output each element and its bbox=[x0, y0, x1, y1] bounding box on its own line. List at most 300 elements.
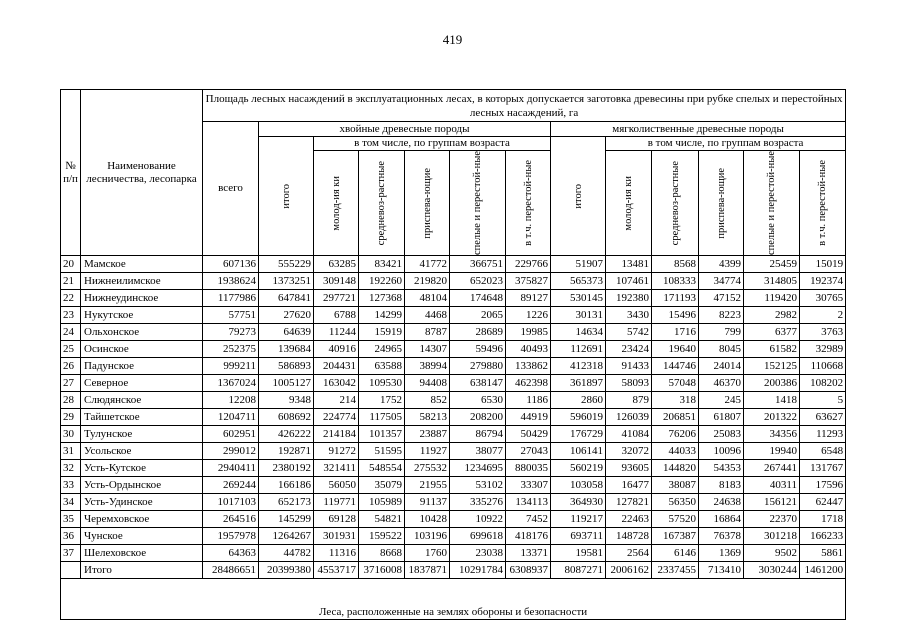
area-value: 1017103 bbox=[203, 494, 259, 511]
area-value: 156121 bbox=[744, 494, 800, 511]
area-value: 6548 bbox=[800, 443, 846, 460]
area-value: 41772 bbox=[405, 256, 450, 273]
age-group-header: средневоз-растные bbox=[359, 151, 405, 256]
area-value: 1752 bbox=[359, 392, 405, 409]
area-value: 30765 bbox=[800, 290, 846, 307]
age-group-header: молод-ия ки bbox=[606, 151, 652, 256]
total-value: 3030244 bbox=[744, 562, 800, 579]
area-value: 58213 bbox=[405, 409, 450, 426]
area-value: 602951 bbox=[203, 426, 259, 443]
area-value: 19985 bbox=[506, 324, 551, 341]
area-value: 192374 bbox=[800, 273, 846, 290]
area-value: 89127 bbox=[506, 290, 551, 307]
area-value: 204431 bbox=[314, 358, 359, 375]
area-value: 693711 bbox=[551, 528, 606, 545]
area-value: 126039 bbox=[606, 409, 652, 426]
area-value: 206851 bbox=[652, 409, 699, 426]
area-value: 8668 bbox=[359, 545, 405, 562]
area-value: 4399 bbox=[699, 256, 744, 273]
area-value: 24014 bbox=[699, 358, 744, 375]
total-value: 2337455 bbox=[652, 562, 699, 579]
row-number: 22 bbox=[61, 290, 81, 307]
table-row bbox=[61, 511, 846, 528]
area-value: 63627 bbox=[800, 409, 846, 426]
area-value: 999211 bbox=[203, 358, 259, 375]
area-value: 596019 bbox=[551, 409, 606, 426]
row-number: 20 bbox=[61, 256, 81, 273]
forestry-name: Усольское bbox=[81, 443, 203, 460]
area-value: 6788 bbox=[314, 307, 359, 324]
forestry-name: Усть-Кутское bbox=[81, 460, 203, 477]
area-value: 1418 bbox=[744, 392, 800, 409]
area-value: 366751 bbox=[450, 256, 506, 273]
area-value: 19640 bbox=[652, 341, 699, 358]
area-value: 79273 bbox=[203, 324, 259, 341]
area-value: 63285 bbox=[314, 256, 359, 273]
area-value: 201322 bbox=[744, 409, 800, 426]
area-value: 59496 bbox=[450, 341, 506, 358]
area-value: 2564 bbox=[606, 545, 652, 562]
conifer-header: хвойные древесные породы bbox=[259, 122, 551, 137]
area-value: 19581 bbox=[551, 545, 606, 562]
table-row bbox=[61, 256, 846, 273]
area-value: 5742 bbox=[606, 324, 652, 341]
area-value: 58093 bbox=[606, 375, 652, 392]
area-value: 27620 bbox=[259, 307, 314, 324]
area-value: 652173 bbox=[259, 494, 314, 511]
area-value: 133862 bbox=[506, 358, 551, 375]
total-value: 3716008 bbox=[359, 562, 405, 579]
area-value: 1204711 bbox=[203, 409, 259, 426]
area-value: 23038 bbox=[450, 545, 506, 562]
area-value: 1369 bbox=[699, 545, 744, 562]
area-value: 208200 bbox=[450, 409, 506, 426]
area-value: 7452 bbox=[506, 511, 551, 528]
area-value: 586893 bbox=[259, 358, 314, 375]
area-value: 1264267 bbox=[259, 528, 314, 545]
area-value: 16864 bbox=[699, 511, 744, 528]
row-number: 37 bbox=[61, 545, 81, 562]
deciduous-header: мягколиственные древесные породы bbox=[551, 122, 846, 137]
area-value: 1367024 bbox=[203, 375, 259, 392]
age-group-header: средневоз-растные bbox=[652, 151, 699, 256]
area-value: 22463 bbox=[606, 511, 652, 528]
area-value: 9502 bbox=[744, 545, 800, 562]
area-value: 51595 bbox=[359, 443, 405, 460]
forestry-name: Северное bbox=[81, 375, 203, 392]
area-value: 214184 bbox=[314, 426, 359, 443]
area-value: 76206 bbox=[652, 426, 699, 443]
area-value: 364930 bbox=[551, 494, 606, 511]
area-value: 229766 bbox=[506, 256, 551, 273]
total-value: 20399380 bbox=[259, 562, 314, 579]
area-value: 14307 bbox=[405, 341, 450, 358]
forestry-name: Шелеховское bbox=[81, 545, 203, 562]
row-number: 24 bbox=[61, 324, 81, 341]
area-value: 91137 bbox=[405, 494, 450, 511]
area-value: 15919 bbox=[359, 324, 405, 341]
area-value: 108202 bbox=[800, 375, 846, 392]
area-value: 14634 bbox=[551, 324, 606, 341]
table-row bbox=[61, 443, 846, 460]
forestry-name: Тулунское bbox=[81, 426, 203, 443]
area-value: 6146 bbox=[652, 545, 699, 562]
row-number: 29 bbox=[61, 409, 81, 426]
section-caption-row bbox=[61, 579, 846, 620]
area-value: 192260 bbox=[359, 273, 405, 290]
row-number: 34 bbox=[61, 494, 81, 511]
area-value: 412318 bbox=[551, 358, 606, 375]
table-row bbox=[61, 426, 846, 443]
area-value: 269244 bbox=[203, 477, 259, 494]
forestry-name: Усть-Удинское bbox=[81, 494, 203, 511]
area-value: 144820 bbox=[652, 460, 699, 477]
area-value: 267441 bbox=[744, 460, 800, 477]
age-group-header: спелые и перестой-ные bbox=[744, 151, 800, 256]
area-value: 8045 bbox=[699, 341, 744, 358]
total-value: 8087271 bbox=[551, 562, 606, 579]
area-value: 54821 bbox=[359, 511, 405, 528]
area-value: 361897 bbox=[551, 375, 606, 392]
area-value: 152125 bbox=[744, 358, 800, 375]
area-value: 103058 bbox=[551, 477, 606, 494]
area-value: 252375 bbox=[203, 341, 259, 358]
age-group-header: приспева-ющие bbox=[699, 151, 744, 256]
area-value: 28689 bbox=[450, 324, 506, 341]
table-body bbox=[61, 256, 846, 620]
area-value: 47152 bbox=[699, 290, 744, 307]
area-value: 11927 bbox=[405, 443, 450, 460]
area-value: 19940 bbox=[744, 443, 800, 460]
area-value: 159522 bbox=[359, 528, 405, 545]
total-label: Итого bbox=[81, 562, 203, 579]
total-value: 2006162 bbox=[606, 562, 652, 579]
area-value: 2860 bbox=[551, 392, 606, 409]
area-value: 1177986 bbox=[203, 290, 259, 307]
area-value: 57520 bbox=[652, 511, 699, 528]
area-value: 699618 bbox=[450, 528, 506, 545]
area-value: 24638 bbox=[699, 494, 744, 511]
row-number: 32 bbox=[61, 460, 81, 477]
table-row bbox=[61, 460, 846, 477]
area-value: 11293 bbox=[800, 426, 846, 443]
area-value: 799 bbox=[699, 324, 744, 341]
area-value: 1373251 bbox=[259, 273, 314, 290]
table-row bbox=[61, 494, 846, 511]
total-value: 10291784 bbox=[450, 562, 506, 579]
area-value: 2982 bbox=[744, 307, 800, 324]
area-value: 335276 bbox=[450, 494, 506, 511]
area-value: 119217 bbox=[551, 511, 606, 528]
table-row bbox=[61, 545, 846, 562]
area-value: 64363 bbox=[203, 545, 259, 562]
table-row bbox=[61, 409, 846, 426]
area-value: 50429 bbox=[506, 426, 551, 443]
area-value: 38077 bbox=[450, 443, 506, 460]
forestry-name: Черемховское bbox=[81, 511, 203, 528]
forestry-name: Осинское bbox=[81, 341, 203, 358]
area-value: 61807 bbox=[699, 409, 744, 426]
area-value: 321411 bbox=[314, 460, 359, 477]
conifer-subgroup-header: в том числе, по группам возраста bbox=[314, 137, 551, 151]
area-value: 2940411 bbox=[203, 460, 259, 477]
table-header bbox=[61, 90, 846, 256]
area-value: 117505 bbox=[359, 409, 405, 426]
area-value: 1718 bbox=[800, 511, 846, 528]
area-value: 10922 bbox=[450, 511, 506, 528]
area-value: 2065 bbox=[450, 307, 506, 324]
area-value: 33307 bbox=[506, 477, 551, 494]
total-number-cell bbox=[61, 562, 81, 579]
col-total-header: всего bbox=[203, 122, 259, 256]
row-number: 28 bbox=[61, 392, 81, 409]
area-value: 64639 bbox=[259, 324, 314, 341]
area-value: 245 bbox=[699, 392, 744, 409]
area-value: 56350 bbox=[652, 494, 699, 511]
area-value: 8183 bbox=[699, 477, 744, 494]
total-value: 1837871 bbox=[405, 562, 450, 579]
table-row bbox=[61, 341, 846, 358]
area-value: 91272 bbox=[314, 443, 359, 460]
table-row bbox=[61, 528, 846, 545]
area-value: 32072 bbox=[606, 443, 652, 460]
area-value: 93605 bbox=[606, 460, 652, 477]
row-number: 33 bbox=[61, 477, 81, 494]
deciduous-itogo-header: итого bbox=[551, 137, 606, 256]
area-value: 23887 bbox=[405, 426, 450, 443]
main-title: Площадь лесных насаждений в эксплуатационных лесах, в которых допускается заготовка древесины при рубке спелых и перестойных лесных насаждений, га bbox=[203, 90, 846, 122]
area-value: 264516 bbox=[203, 511, 259, 528]
area-value: 16477 bbox=[606, 477, 652, 494]
age-group-header: приспева-ющие bbox=[405, 151, 450, 256]
area-value: 83421 bbox=[359, 256, 405, 273]
area-value: 167387 bbox=[652, 528, 699, 545]
area-value: 608692 bbox=[259, 409, 314, 426]
table-row bbox=[61, 290, 846, 307]
age-group-header: спелые и перестой-ные bbox=[450, 151, 506, 256]
area-value: 530145 bbox=[551, 290, 606, 307]
forestry-name: Мамское bbox=[81, 256, 203, 273]
area-value: 301931 bbox=[314, 528, 359, 545]
area-value: 12208 bbox=[203, 392, 259, 409]
area-value: 14299 bbox=[359, 307, 405, 324]
area-value: 548554 bbox=[359, 460, 405, 477]
area-value: 23424 bbox=[606, 341, 652, 358]
area-value: 8223 bbox=[699, 307, 744, 324]
area-value: 44782 bbox=[259, 545, 314, 562]
area-value: 69128 bbox=[314, 511, 359, 528]
table-row bbox=[61, 307, 846, 324]
area-value: 462398 bbox=[506, 375, 551, 392]
area-value: 301218 bbox=[744, 528, 800, 545]
total-value: 6308937 bbox=[506, 562, 551, 579]
area-value: 426222 bbox=[259, 426, 314, 443]
area-value: 148728 bbox=[606, 528, 652, 545]
area-value: 299012 bbox=[203, 443, 259, 460]
forestry-name: Слюдянское bbox=[81, 392, 203, 409]
area-value: 127368 bbox=[359, 290, 405, 307]
area-value: 375827 bbox=[506, 273, 551, 290]
age-group-header: в т.ч. перестой-ные bbox=[800, 151, 846, 256]
area-value: 1957978 bbox=[203, 528, 259, 545]
area-value: 35079 bbox=[359, 477, 405, 494]
area-value: 219820 bbox=[405, 273, 450, 290]
area-value: 418176 bbox=[506, 528, 551, 545]
area-value: 565373 bbox=[551, 273, 606, 290]
area-value: 13481 bbox=[606, 256, 652, 273]
area-value: 110668 bbox=[800, 358, 846, 375]
area-value: 34356 bbox=[744, 426, 800, 443]
area-value: 5861 bbox=[800, 545, 846, 562]
row-number: 25 bbox=[61, 341, 81, 358]
area-value: 106141 bbox=[551, 443, 606, 460]
area-value: 607136 bbox=[203, 256, 259, 273]
area-value: 174648 bbox=[450, 290, 506, 307]
forestry-name: Падунское bbox=[81, 358, 203, 375]
area-value: 171193 bbox=[652, 290, 699, 307]
conifer-itogo-header: итого bbox=[259, 137, 314, 256]
area-value: 13371 bbox=[506, 545, 551, 562]
area-value: 852 bbox=[405, 392, 450, 409]
total-row bbox=[61, 562, 846, 579]
table-row bbox=[61, 324, 846, 341]
area-value: 57751 bbox=[203, 307, 259, 324]
forestry-name: Ольхонское bbox=[81, 324, 203, 341]
area-value: 38994 bbox=[405, 358, 450, 375]
area-value: 652023 bbox=[450, 273, 506, 290]
row-number: 31 bbox=[61, 443, 81, 460]
area-value: 30131 bbox=[551, 307, 606, 324]
forestry-name: Чунское bbox=[81, 528, 203, 545]
area-value: 76378 bbox=[699, 528, 744, 545]
area-value: 1938624 bbox=[203, 273, 259, 290]
area-value: 200386 bbox=[744, 375, 800, 392]
area-value: 1234695 bbox=[450, 460, 506, 477]
row-number: 30 bbox=[61, 426, 81, 443]
area-value: 21955 bbox=[405, 477, 450, 494]
area-value: 275532 bbox=[405, 460, 450, 477]
area-value: 10428 bbox=[405, 511, 450, 528]
area-value: 34774 bbox=[699, 273, 744, 290]
area-value: 163042 bbox=[314, 375, 359, 392]
area-value: 109530 bbox=[359, 375, 405, 392]
area-value: 638147 bbox=[450, 375, 506, 392]
row-number: 36 bbox=[61, 528, 81, 545]
area-value: 10096 bbox=[699, 443, 744, 460]
area-value: 86794 bbox=[450, 426, 506, 443]
area-value: 15496 bbox=[652, 307, 699, 324]
area-value: 112691 bbox=[551, 341, 606, 358]
area-value: 11316 bbox=[314, 545, 359, 562]
area-value: 119771 bbox=[314, 494, 359, 511]
area-value: 105989 bbox=[359, 494, 405, 511]
area-value: 38087 bbox=[652, 477, 699, 494]
area-value: 1005127 bbox=[259, 375, 314, 392]
area-value: 224774 bbox=[314, 409, 359, 426]
area-value: 879 bbox=[606, 392, 652, 409]
area-value: 25083 bbox=[699, 426, 744, 443]
area-value: 192871 bbox=[259, 443, 314, 460]
area-value: 25459 bbox=[744, 256, 800, 273]
total-value: 1461200 bbox=[800, 562, 846, 579]
forestry-name: Нукутское bbox=[81, 307, 203, 324]
area-value: 647841 bbox=[259, 290, 314, 307]
forest-area-table bbox=[60, 89, 846, 620]
area-value: 2380192 bbox=[259, 460, 314, 477]
area-value: 41084 bbox=[606, 426, 652, 443]
area-value: 297721 bbox=[314, 290, 359, 307]
area-value: 309148 bbox=[314, 273, 359, 290]
area-value: 6377 bbox=[744, 324, 800, 341]
area-value: 48104 bbox=[405, 290, 450, 307]
area-value: 61582 bbox=[744, 341, 800, 358]
area-value: 119420 bbox=[744, 290, 800, 307]
area-value: 134113 bbox=[506, 494, 551, 511]
area-value: 107461 bbox=[606, 273, 652, 290]
area-value: 192380 bbox=[606, 290, 652, 307]
total-value: 4553717 bbox=[314, 562, 359, 579]
table-row bbox=[61, 358, 846, 375]
area-value: 144746 bbox=[652, 358, 699, 375]
row-number: 26 bbox=[61, 358, 81, 375]
area-value: 27043 bbox=[506, 443, 551, 460]
area-value: 94408 bbox=[405, 375, 450, 392]
row-number: 35 bbox=[61, 511, 81, 528]
area-value: 101357 bbox=[359, 426, 405, 443]
area-value: 1226 bbox=[506, 307, 551, 324]
area-value: 51907 bbox=[551, 256, 606, 273]
area-value: 139684 bbox=[259, 341, 314, 358]
deciduous-subgroup-header: в том числе, по группам возраста bbox=[606, 137, 846, 151]
table-row bbox=[61, 477, 846, 494]
area-value: 8568 bbox=[652, 256, 699, 273]
area-value: 560219 bbox=[551, 460, 606, 477]
area-value: 555229 bbox=[259, 256, 314, 273]
col-name-header: Наименование лесничества, лесопарка bbox=[81, 90, 203, 256]
area-value: 9348 bbox=[259, 392, 314, 409]
section-caption: Леса, расположенные на землях обороны и безопасности bbox=[61, 579, 846, 620]
area-value: 62447 bbox=[800, 494, 846, 511]
area-value: 91433 bbox=[606, 358, 652, 375]
area-value: 53102 bbox=[450, 477, 506, 494]
area-value: 46370 bbox=[699, 375, 744, 392]
area-value: 166186 bbox=[259, 477, 314, 494]
total-value: 713410 bbox=[699, 562, 744, 579]
area-value: 63588 bbox=[359, 358, 405, 375]
area-value: 11244 bbox=[314, 324, 359, 341]
area-value: 880035 bbox=[506, 460, 551, 477]
area-value: 44919 bbox=[506, 409, 551, 426]
area-value: 279880 bbox=[450, 358, 506, 375]
area-value: 8787 bbox=[405, 324, 450, 341]
row-number: 23 bbox=[61, 307, 81, 324]
area-value: 103196 bbox=[405, 528, 450, 545]
area-value: 2 bbox=[800, 307, 846, 324]
area-value: 15019 bbox=[800, 256, 846, 273]
row-number: 27 bbox=[61, 375, 81, 392]
total-value: 28486651 bbox=[203, 562, 259, 579]
area-value: 214 bbox=[314, 392, 359, 409]
forestry-name: Усть-Ордынское bbox=[81, 477, 203, 494]
area-value: 3430 bbox=[606, 307, 652, 324]
area-value: 44033 bbox=[652, 443, 699, 460]
forestry-name: Нижнеудинское bbox=[81, 290, 203, 307]
area-value: 17596 bbox=[800, 477, 846, 494]
area-value: 22370 bbox=[744, 511, 800, 528]
col-num-header: № п/п bbox=[61, 90, 81, 256]
table-row bbox=[61, 375, 846, 392]
area-value: 24965 bbox=[359, 341, 405, 358]
